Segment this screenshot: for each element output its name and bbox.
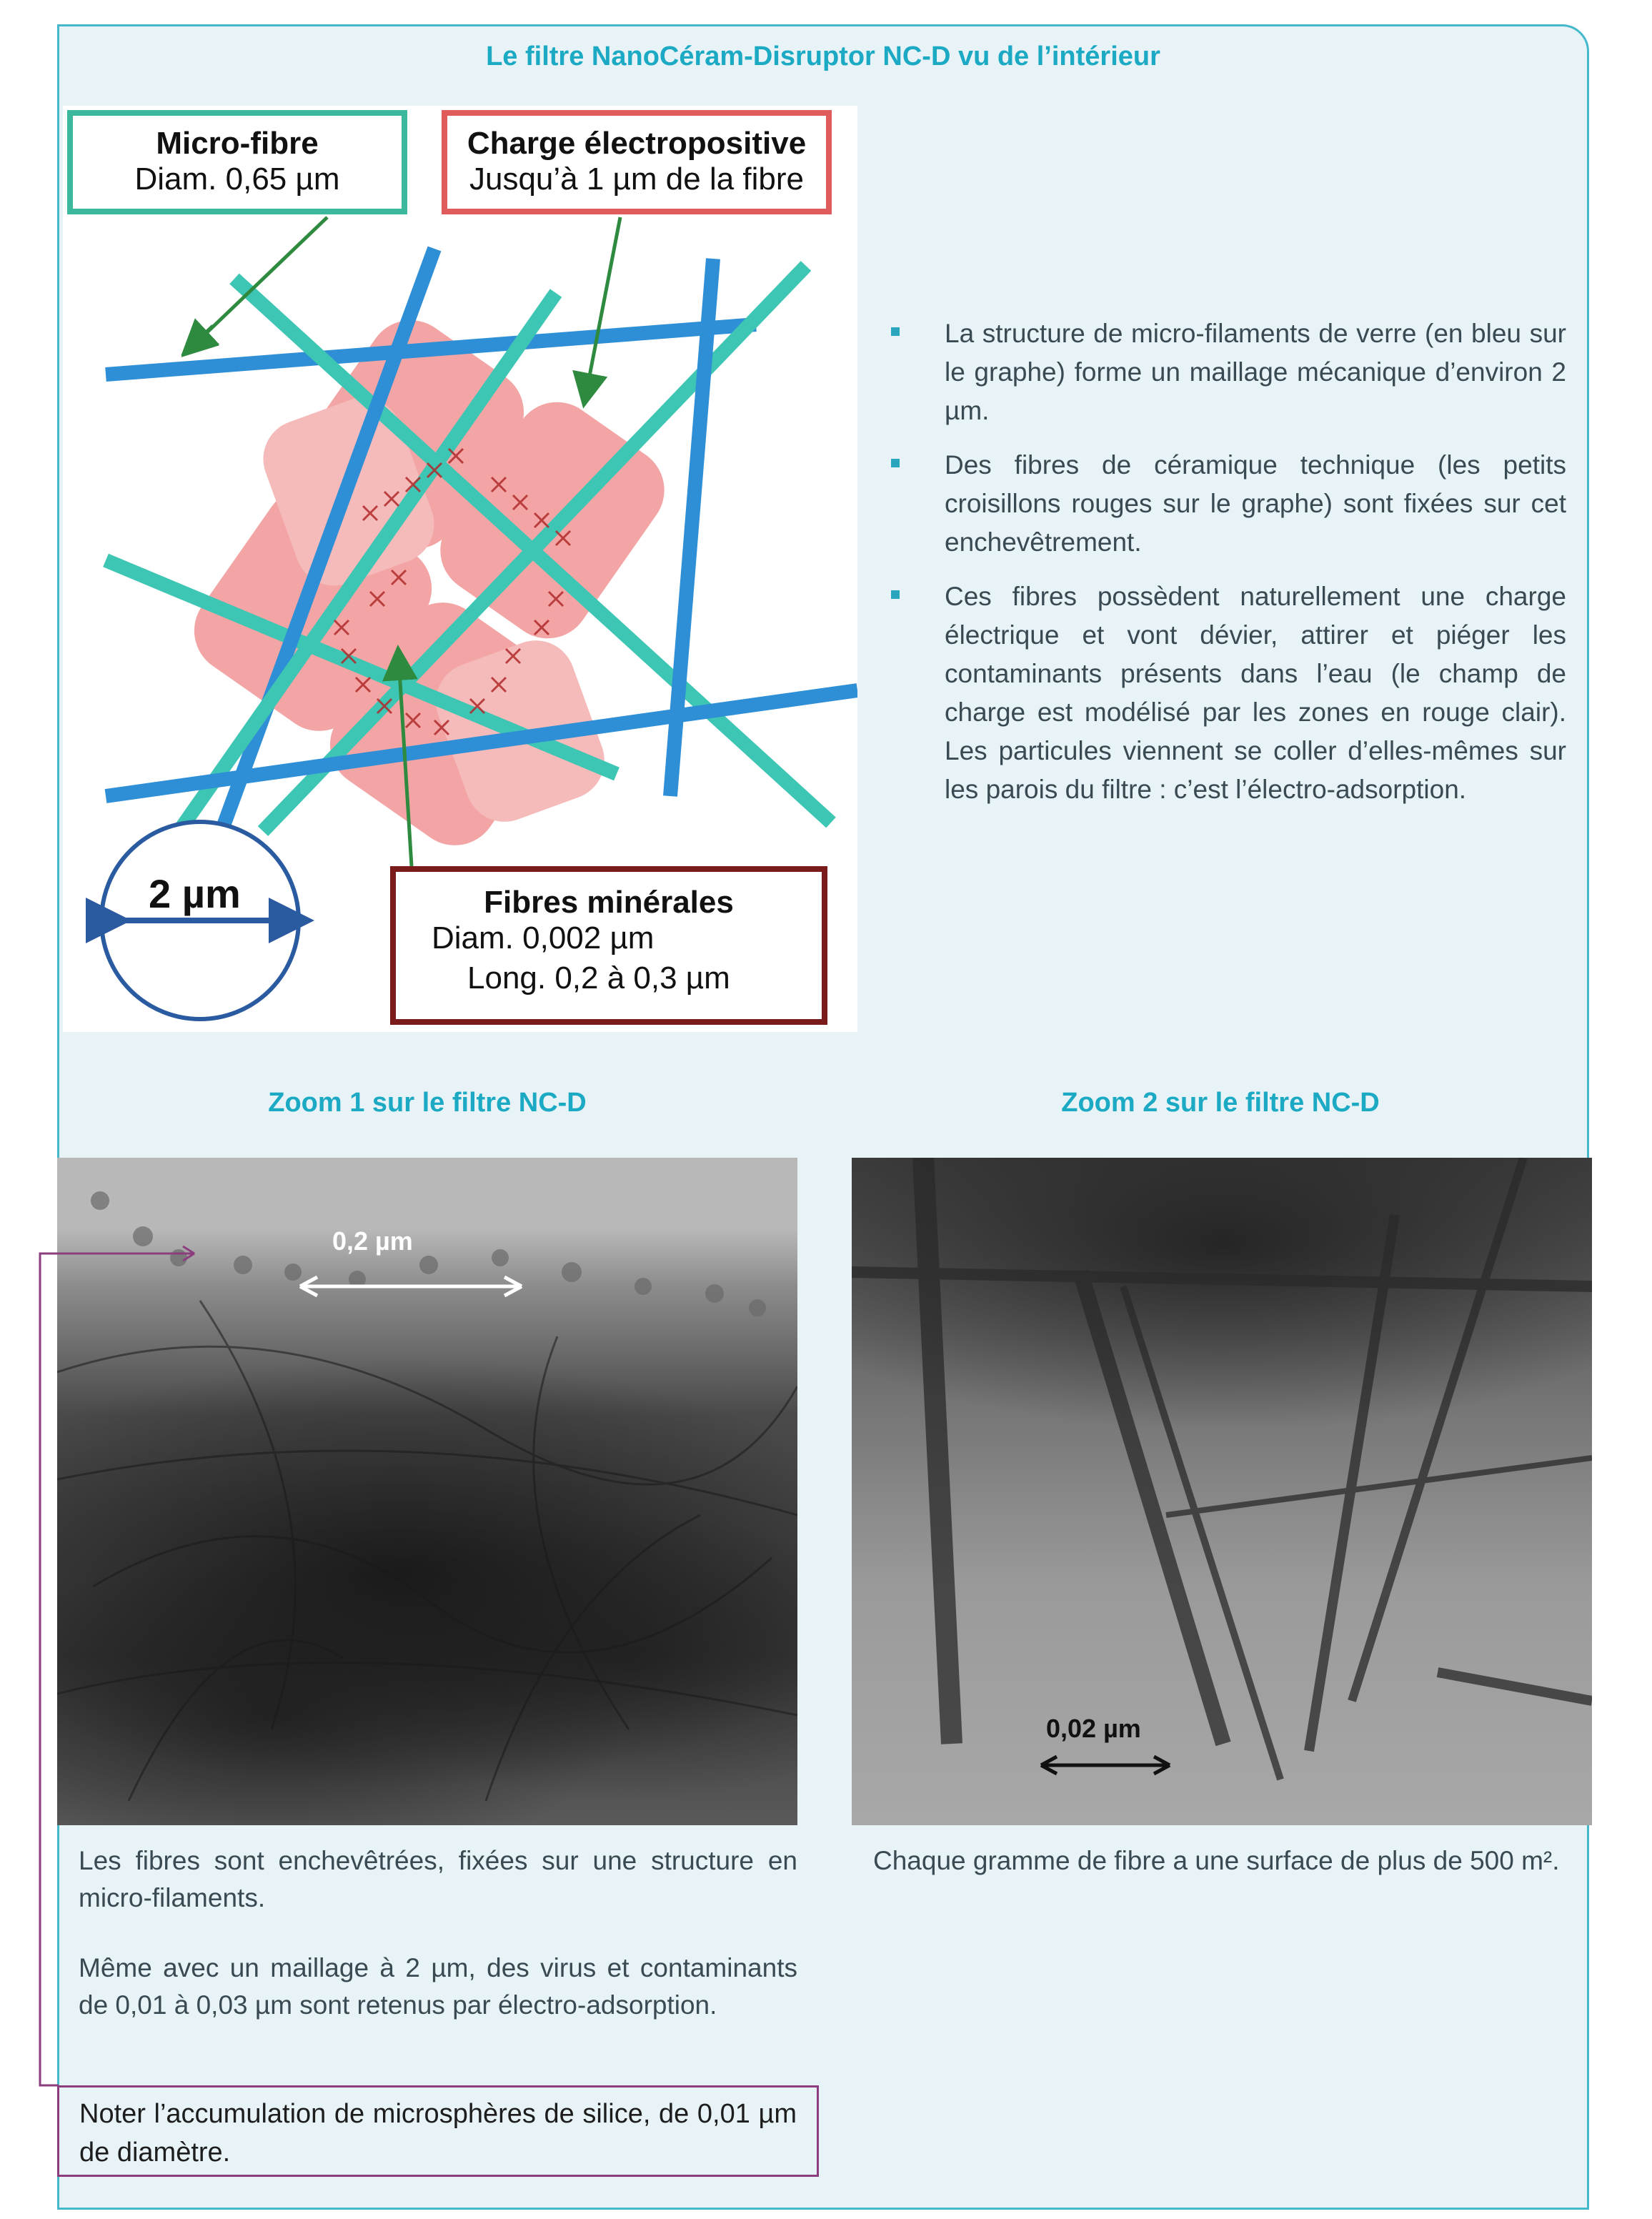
zoom1-caption-1: Les fibres sont enchevêtrées, fixées sur une structure en micro-filaments.	[79, 1846, 797, 1912]
zoom2-fibre-texture	[852, 1158, 1592, 1825]
zoom2-scale-label: 0,02 µm	[1046, 1714, 1141, 1743]
microfibre-detail: Diam. 0,65 µm	[134, 162, 340, 197]
zoom1-caption-2: Même avec un maillage à 2 µm, des virus et contaminants de 0,01 à 0,03 µm sont retenus par électro-adsorption.	[79, 1953, 797, 2020]
list-item	[887, 446, 1566, 562]
page-title: Le filtre NanoCéram-Disruptor NC-D vu de l’intérieur	[486, 41, 1160, 71]
charge-label	[442, 110, 832, 214]
explanation-list	[887, 314, 1566, 825]
zoom2-micrograph	[852, 1158, 1592, 1825]
zoom1-title: Zoom 1 sur le filtre NC-D	[268, 1088, 587, 1118]
note-box	[57, 2085, 819, 2177]
mineral-detail-1: Diam. 0,002 µm	[432, 920, 655, 955]
microfibre-label	[67, 110, 407, 214]
list-item-text: Ces fibres possèdent naturellement une charge électrique et vont dévier, attirer et piéger les contaminants présents dans l’eau (le champ de charge est modélisé par les zones en rouge clair). Les particules viennent se coller d’elles-mêmes sur les parois du filtre : c’est l’électro-adsorption.	[945, 582, 1566, 804]
bullet-square-icon	[891, 459, 900, 467]
mineral-title: Fibres minérales	[484, 885, 734, 920]
mineral-label	[390, 866, 827, 1025]
charge-title: Charge électropositive	[467, 126, 807, 161]
microfibre-title: Micro-fibre	[156, 126, 319, 161]
note-text: Noter l’accumulation de microsphères de silice, de 0,01 µm de diamètre.	[79, 2099, 797, 2168]
charge-detail: Jusqu’à 1 µm de la fibre	[469, 162, 805, 197]
list-item	[887, 314, 1566, 430]
zoom2-scale-arrow	[1034, 1744, 1177, 1787]
bullet-square-icon	[891, 590, 900, 599]
list-item-text: La structure de micro-filaments de verre (en bleu sur le graphe) forme un maillage mécanique d’environ 2 µm.	[945, 319, 1566, 425]
zoom1-scale-label: 0,2 µm	[332, 1226, 413, 1256]
filter-diagram	[63, 106, 857, 1032]
zoom1-scale-arrow	[293, 1254, 529, 1311]
scale-label: 2 µm	[149, 871, 241, 916]
zoom2-caption: Chaque gramme de fibre a une surface de plus de 500 m².	[873, 1846, 1560, 1875]
scale-circle	[101, 822, 299, 1019]
mineral-detail-2: Long. 0,2 à 0,3 µm	[467, 960, 730, 996]
list-item	[887, 577, 1566, 809]
zoom2-title: Zoom 2 sur le filtre NC-D	[1061, 1088, 1380, 1118]
bullet-square-icon	[891, 327, 900, 336]
note-connector	[31, 1243, 210, 2101]
list-item-text: Des fibres de céramique technique (les petits croisillons rouges sur le graphe) sont fixées sur cet enchevêtrement.	[945, 450, 1566, 557]
